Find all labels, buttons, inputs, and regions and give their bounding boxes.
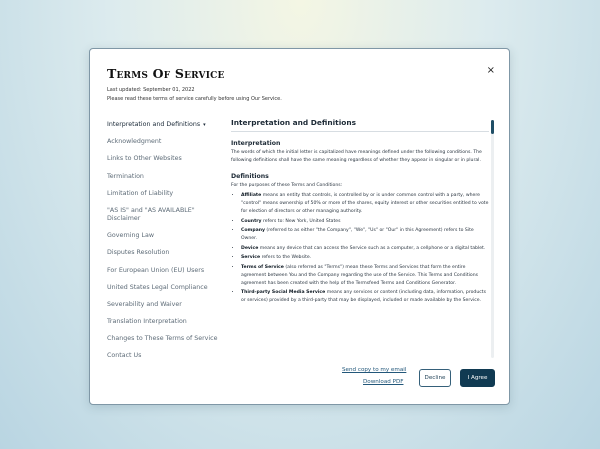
nav-item-disclaimer[interactable]: "AS IS" and "AS AVAILABLE" Disclaimer (107, 206, 195, 222)
definitions-list (231, 192, 489, 305)
nav-item-links[interactable]: Links to Other Websites (107, 155, 182, 163)
definition-term: Service (241, 255, 261, 260)
list-item (241, 289, 489, 305)
instruction-text: Please read these terms of service carefully before using Our Service. (107, 96, 282, 102)
nav-item-acknowledgment[interactable]: Acknowledgment (107, 138, 162, 146)
definition-text: means an entity that controls, is controlled by or is under common control with a party, where "control" means ownership of 50% or more of the shares, equity interest or other securities entitled to vote for election of directors or other managing authority. (241, 193, 489, 214)
definition-text: refers to: New York, United States (261, 218, 341, 224)
list-item (241, 227, 489, 243)
nav-item-governing-law[interactable]: Governing Law (107, 232, 155, 240)
nav-item-changes[interactable]: Changes to These Terms of Service (107, 335, 218, 343)
interpretation-heading: Interpretation (231, 140, 281, 147)
dialog-title: Terms Of Service (107, 66, 225, 81)
nav-item-label: Interpretation and Definitions (107, 121, 201, 128)
list-item (241, 254, 489, 262)
definitions-heading: Definitions (231, 173, 269, 180)
nav-item-liability[interactable]: Limitation of Liability (107, 189, 174, 197)
content-fade (231, 335, 489, 357)
download-pdf-link[interactable]: Download PDF (363, 379, 404, 385)
definition-term: Third-party Social Media Service (241, 290, 326, 295)
decline-button[interactable]: Decline (419, 369, 451, 387)
nav-item-eu-users[interactable]: For European Union (EU) Users (107, 266, 205, 274)
definition-term: Affiliate (241, 193, 262, 198)
definition-term: Company (241, 228, 265, 233)
content-scrollbar[interactable] (491, 120, 494, 358)
chevron-down-icon: ▾ (203, 122, 206, 128)
terms-content[interactable] (231, 114, 489, 357)
nav-item-disputes[interactable]: Disputes Resolution (107, 249, 170, 257)
list-item (241, 192, 489, 216)
nav-item-termination[interactable]: Termination (107, 172, 144, 180)
definitions-intro: For the purposes of these Terms and Conditions: (231, 183, 343, 188)
send-copy-link[interactable]: Send copy to my email (342, 367, 407, 373)
list-item (241, 245, 489, 253)
nav-item-us-compliance[interactable]: United States Legal Compliance (107, 283, 208, 291)
nav-item-translation[interactable]: Translation Interpretation (107, 318, 187, 326)
definition-term: Device (241, 245, 259, 251)
list-item (241, 218, 489, 226)
definition-text: (also referred as "Terms") mean these Terms and Services that form the entire agreement between You and the Company regarding the use of the Service. This Terms and Conditions agreement has been created with the help of the Termsfeed Terms and Conditions Generator. (241, 264, 479, 286)
interpretation-text: The words of which the initial letter is capitalized have meanings defined under the following conditions. The following definitions shall have the same meaning regardless of whether they appear in singular or in plural. (231, 150, 482, 163)
section-title: Interpretation and Definitions (231, 118, 489, 132)
definition-text: means any device that can access the Service such as a computer, a cellphone or a digital tablet. (258, 245, 486, 251)
nav-item-severability[interactable]: Severability and Waiver (107, 300, 182, 308)
agree-button[interactable]: I Agree (460, 369, 495, 387)
definition-text: means any services or content (including data, information, products or services) provided by a third-party that may be displayed, included or made available by the Service. (241, 290, 486, 303)
terms-dialog (89, 48, 510, 405)
definition-term: Terms of Service (241, 264, 284, 270)
last-updated: Last updated: September 01, 2022 (107, 87, 195, 93)
scrollbar-thumb[interactable] (491, 120, 494, 134)
section-nav (107, 121, 219, 370)
definition-text: refers to the Website. (260, 255, 312, 260)
definition-term: Country (241, 218, 262, 224)
nav-item-contact[interactable]: Contact Us (107, 352, 142, 360)
nav-item-interpretation[interactable] (107, 121, 219, 129)
definition-text: (referred to as either "the Company", "We", "Us" or "Our" in this Agreement) refers to Site Owner. (241, 228, 474, 241)
list-item (241, 264, 489, 288)
close-icon[interactable]: × (486, 65, 495, 76)
